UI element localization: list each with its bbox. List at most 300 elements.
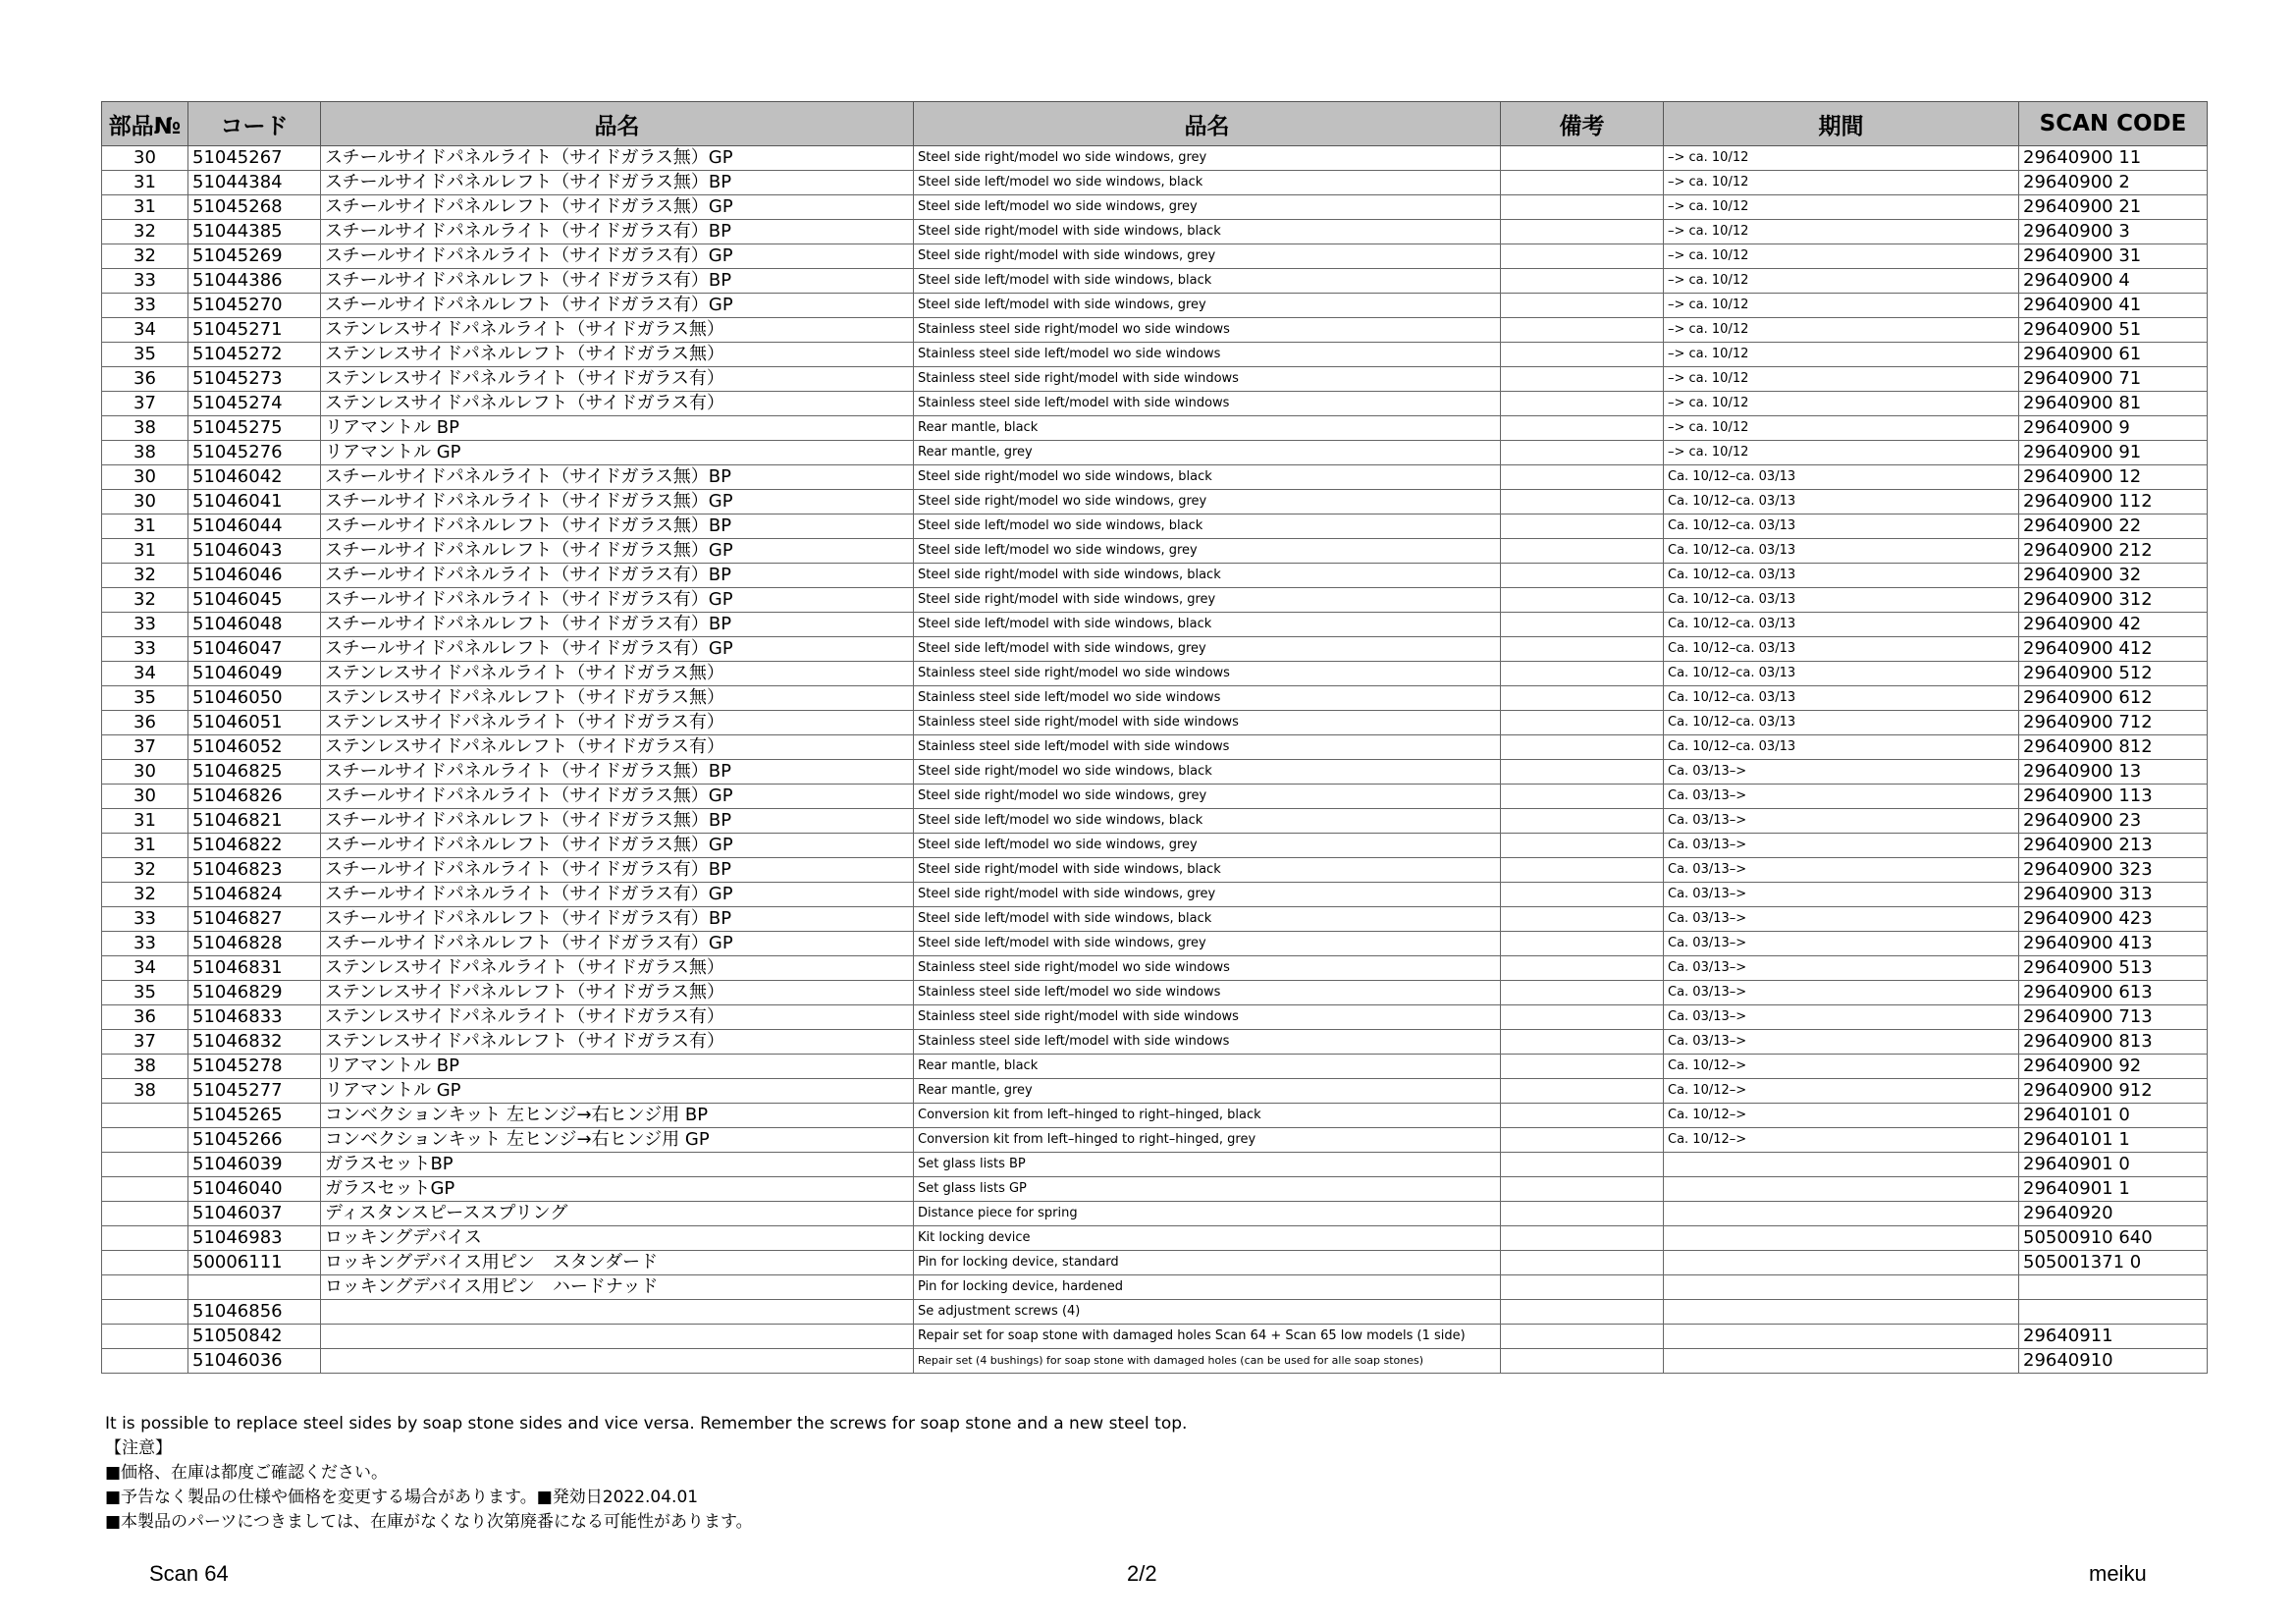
period-cell: –> ca. 10/12: [1664, 367, 2019, 392]
footer-page-number: 2/2: [1127, 1561, 1157, 1586]
scan-code-cell: 29640900 21: [2019, 195, 2208, 220]
table-row: [102, 735, 2208, 760]
code-cell: 51046828: [188, 932, 321, 956]
name-jp-cell: ステンレスサイドパネルライト（サイドガラス有）: [321, 367, 914, 392]
period-cell: Ca. 03/13–>: [1664, 760, 2019, 785]
part-no-cell: [102, 1177, 188, 1202]
period-cell: Ca. 10/12–ca. 03/13: [1664, 711, 2019, 735]
remarks-cell: [1501, 244, 1664, 269]
name-en-cell: Repair set (4 bushings) for soap stone with damaged holes (can be used for alle soap stones): [914, 1349, 1501, 1374]
period-cell: –> ca. 10/12: [1664, 146, 2019, 171]
name-jp-cell: コンベクションキット 左ヒンジ→右ヒンジ用 GP: [321, 1128, 914, 1153]
remarks-cell: [1501, 514, 1664, 539]
table-row: [102, 244, 2208, 269]
remarks-cell: [1501, 564, 1664, 588]
name-en-cell: Conversion kit from left–hinged to right–hinged, grey: [914, 1128, 1501, 1153]
part-no-cell: [102, 1349, 188, 1374]
remarks-cell: [1501, 834, 1664, 858]
part-no-cell: 30: [102, 146, 188, 171]
name-en-cell: Steel side right/model with side windows, black: [914, 564, 1501, 588]
part-no-cell: 30: [102, 490, 188, 514]
table-row: [102, 981, 2208, 1005]
remarks-cell: [1501, 981, 1664, 1005]
code-cell: 51044385: [188, 220, 321, 244]
scan-code-cell: 505001371 0: [2019, 1251, 2208, 1275]
period-cell: Ca. 03/13–>: [1664, 932, 2019, 956]
name-jp-cell: スチールサイドパネルライト（サイドガラス無）BP: [321, 760, 914, 785]
name-jp-cell: スチールサイドパネルライト（サイドガラス無）GP: [321, 490, 914, 514]
name-en-cell: Steel side right/model with side windows, grey: [914, 244, 1501, 269]
remarks-cell: [1501, 662, 1664, 686]
code-cell: 51045270: [188, 294, 321, 318]
part-no-cell: [102, 1128, 188, 1153]
name-jp-cell: スチールサイドパネルレフト（サイドガラス無）BP: [321, 809, 914, 834]
name-en-cell: Kit locking device: [914, 1226, 1501, 1251]
part-no-cell: 36: [102, 711, 188, 735]
remarks-cell: [1501, 1079, 1664, 1104]
part-no-cell: 37: [102, 735, 188, 760]
name-en-cell: Stainless steel side right/model wo side windows: [914, 956, 1501, 981]
scan-code-cell: 29640920: [2019, 1202, 2208, 1226]
name-en-cell: Pin for locking device, standard: [914, 1251, 1501, 1275]
table-row: [102, 416, 2208, 441]
scan-code-cell: 29640900 423: [2019, 907, 2208, 932]
name-jp-cell: ガラスセットBP: [321, 1153, 914, 1177]
scan-code-cell: 29640900 51: [2019, 318, 2208, 343]
name-jp-cell: ガラスセットGP: [321, 1177, 914, 1202]
period-cell: Ca. 10/12–ca. 03/13: [1664, 539, 2019, 564]
remarks-cell: [1501, 1226, 1664, 1251]
table-row: [102, 956, 2208, 981]
scan-code-cell: 29640900 612: [2019, 686, 2208, 711]
scan-code-cell: 29640900 31: [2019, 244, 2208, 269]
part-no-cell: 30: [102, 465, 188, 490]
part-no-cell: 33: [102, 637, 188, 662]
remarks-cell: [1501, 613, 1664, 637]
period-cell: Ca. 03/13–>: [1664, 785, 2019, 809]
part-no-cell: 33: [102, 269, 188, 294]
period-cell: –> ca. 10/12: [1664, 195, 2019, 220]
remarks-cell: [1501, 220, 1664, 244]
name-jp-cell: ステンレスサイドパネルレフト（サイドガラス無）: [321, 343, 914, 367]
part-no-cell: 38: [102, 1079, 188, 1104]
scan-code-cell: 29640900 12: [2019, 465, 2208, 490]
table-row: [102, 220, 2208, 244]
table-row: [102, 1275, 2208, 1300]
table-row: [102, 711, 2208, 735]
scan-code-cell: 29640101 1: [2019, 1128, 2208, 1153]
part-no-cell: [102, 1251, 188, 1275]
table-row: [102, 785, 2208, 809]
remarks-cell: [1501, 1030, 1664, 1055]
name-en-cell: Stainless steel side left/model wo side windows: [914, 343, 1501, 367]
remarks-cell: [1501, 1300, 1664, 1325]
period-cell: Ca. 03/13–>: [1664, 883, 2019, 907]
code-cell: 51046046: [188, 564, 321, 588]
period-cell: Ca. 10/12–ca. 03/13: [1664, 588, 2019, 613]
remarks-cell: [1501, 343, 1664, 367]
scan-code-cell: 29640900 412: [2019, 637, 2208, 662]
name-jp-cell: ステンレスサイドパネルレフト（サイドガラス無）: [321, 686, 914, 711]
name-jp-cell: スチールサイドパネルレフト（サイドガラス有）BP: [321, 269, 914, 294]
code-cell: 51045274: [188, 392, 321, 416]
code-cell: 51045271: [188, 318, 321, 343]
table-row: [102, 907, 2208, 932]
name-jp-cell: ステンレスサイドパネルライト（サイドガラス無）: [321, 956, 914, 981]
scan-code-cell: 29640900 512: [2019, 662, 2208, 686]
scan-code-cell: 29640900 312: [2019, 588, 2208, 613]
code-cell: 50006111: [188, 1251, 321, 1275]
code-cell: 51045278: [188, 1055, 321, 1079]
remarks-cell: [1501, 686, 1664, 711]
period-cell: Ca. 10/12–ca. 03/13: [1664, 686, 2019, 711]
name-en-cell: Steel side left/model wo side windows, grey: [914, 834, 1501, 858]
name-jp-cell: ステンレスサイドパネルレフト（サイドガラス無）: [321, 981, 914, 1005]
table-row: [102, 1177, 2208, 1202]
name-en-cell: Rear mantle, grey: [914, 441, 1501, 465]
name-en-cell: Steel side left/model wo side windows, black: [914, 171, 1501, 195]
code-cell: 51046041: [188, 490, 321, 514]
name-en-cell: Stainless steel side right/model with side windows: [914, 711, 1501, 735]
name-jp-cell: ロッキングデバイス用ピン スタンダード: [321, 1251, 914, 1275]
name-en-cell: Stainless steel side left/model with side windows: [914, 392, 1501, 416]
name-jp-cell: スチールサイドパネルレフト（サイドガラス有）BP: [321, 613, 914, 637]
name-jp-cell: スチールサイドパネルライト（サイドガラス有）GP: [321, 883, 914, 907]
name-jp-cell: スチールサイドパネルレフト（サイドガラス無）GP: [321, 834, 914, 858]
remarks-cell: [1501, 735, 1664, 760]
scan-code-cell: 29640900 712: [2019, 711, 2208, 735]
code-cell: 51045276: [188, 441, 321, 465]
code-cell: 51046052: [188, 735, 321, 760]
name-jp-cell: [321, 1349, 914, 1374]
name-en-cell: Steel side left/model with side windows, black: [914, 613, 1501, 637]
name-en-cell: Rear mantle, black: [914, 416, 1501, 441]
code-cell: 51046825: [188, 760, 321, 785]
part-no-cell: [102, 1325, 188, 1349]
name-jp-cell: スチールサイドパネルライト（サイドガラス無）GP: [321, 785, 914, 809]
period-cell: Ca. 03/13–>: [1664, 956, 2019, 981]
remarks-cell: [1501, 1055, 1664, 1079]
name-jp-cell: スチールサイドパネルレフト（サイドガラス有）GP: [321, 932, 914, 956]
remarks-cell: [1501, 1349, 1664, 1374]
name-jp-cell: ステンレスサイドパネルライト（サイドガラス有）: [321, 1005, 914, 1030]
period-cell: [1664, 1349, 2019, 1374]
part-no-cell: 35: [102, 981, 188, 1005]
code-cell: 51046832: [188, 1030, 321, 1055]
replace-note: It is possible to replace steel sides by soap stone sides and vice versa. Remember the screws for soap stone and a new steel top.: [105, 1414, 1188, 1434]
header-name-jp: 品名: [321, 102, 914, 146]
name-jp-cell: リアマントル GP: [321, 1079, 914, 1104]
scan-code-cell: 29640900 4: [2019, 269, 2208, 294]
table-row: [102, 1079, 2208, 1104]
part-no-cell: 30: [102, 760, 188, 785]
scan-code-cell: 29640900 13: [2019, 760, 2208, 785]
remarks-cell: [1501, 392, 1664, 416]
period-cell: Ca. 10/12–>: [1664, 1055, 2019, 1079]
name-jp-cell: ディスタンスピーススプリング: [321, 1202, 914, 1226]
name-jp-cell: リアマントル BP: [321, 416, 914, 441]
table-row: [102, 441, 2208, 465]
name-en-cell: Steel side right/model wo side windows, black: [914, 465, 1501, 490]
code-cell: 51044384: [188, 171, 321, 195]
code-cell: 51046043: [188, 539, 321, 564]
period-cell: Ca. 10/12–ca. 03/13: [1664, 662, 2019, 686]
scan-code-cell: 29640900 42: [2019, 613, 2208, 637]
name-jp-cell: スチールサイドパネルライト（サイドガラス有）BP: [321, 564, 914, 588]
code-cell: 51046049: [188, 662, 321, 686]
name-jp-cell: コンベクションキット 左ヒンジ→右ヒンジ用 BP: [321, 1104, 914, 1128]
name-jp-cell: ステンレスサイドパネルレフト（サイドガラス有）: [321, 735, 914, 760]
remarks-cell: [1501, 1153, 1664, 1177]
name-en-cell: Steel side left/model with side windows, black: [914, 269, 1501, 294]
remarks-cell: [1501, 637, 1664, 662]
period-cell: –> ca. 10/12: [1664, 294, 2019, 318]
period-cell: Ca. 10/12–ca. 03/13: [1664, 514, 2019, 539]
table-row: [102, 932, 2208, 956]
table-row: [102, 539, 2208, 564]
period-cell: –> ca. 10/12: [1664, 220, 2019, 244]
name-en-cell: Stainless steel side right/model with side windows: [914, 367, 1501, 392]
remarks-cell: [1501, 146, 1664, 171]
code-cell: 51046823: [188, 858, 321, 883]
code-cell: 51045268: [188, 195, 321, 220]
remarks-cell: [1501, 1104, 1664, 1128]
table-header-row: [102, 102, 2208, 146]
header-name-en: 品名: [914, 102, 1501, 146]
name-jp-cell: ステンレスサイドパネルライト（サイドガラス無）: [321, 318, 914, 343]
scan-code-cell: 29640900 713: [2019, 1005, 2208, 1030]
name-en-cell: Steel side right/model with side windows, black: [914, 858, 1501, 883]
period-cell: Ca. 03/13–>: [1664, 907, 2019, 932]
code-cell: 51045265: [188, 1104, 321, 1128]
part-no-cell: 33: [102, 932, 188, 956]
name-jp-cell: スチールサイドパネルライト（サイドガラス無）BP: [321, 465, 914, 490]
scan-code-cell: 29640901 1: [2019, 1177, 2208, 1202]
name-en-cell: Repair set for soap stone with damaged holes Scan 64 + Scan 65 low models (1 side): [914, 1325, 1501, 1349]
caution-line-2: ■予告なく製品の仕様や価格を変更する場合があります。■発効日2022.04.01: [105, 1488, 699, 1507]
code-cell: 51046856: [188, 1300, 321, 1325]
scan-code-cell: 29640900 41: [2019, 294, 2208, 318]
scan-code-cell: 29640900 513: [2019, 956, 2208, 981]
code-cell: 51045266: [188, 1128, 321, 1153]
table-row: [102, 613, 2208, 637]
part-no-cell: [102, 1153, 188, 1177]
remarks-cell: [1501, 883, 1664, 907]
scan-code-cell: 29640900 323: [2019, 858, 2208, 883]
name-en-cell: Steel side right/model wo side windows, grey: [914, 490, 1501, 514]
scan-code-cell: [2019, 1275, 2208, 1300]
name-jp-cell: スチールサイドパネルレフト（サイドガラス有）GP: [321, 637, 914, 662]
name-jp-cell: [321, 1325, 914, 1349]
scan-code-cell: 29640101 0: [2019, 1104, 2208, 1128]
part-no-cell: [102, 1202, 188, 1226]
footer-brand: meiku: [2089, 1561, 2147, 1586]
name-jp-cell: ロッキングデバイス用ピン ハードナッド: [321, 1275, 914, 1300]
name-en-cell: Steel side right/model wo side windows, grey: [914, 146, 1501, 171]
code-cell: 51046051: [188, 711, 321, 735]
name-en-cell: Steel side left/model wo side windows, black: [914, 809, 1501, 834]
remarks-cell: [1501, 932, 1664, 956]
table-row: [102, 490, 2208, 514]
remarks-cell: [1501, 588, 1664, 613]
table-row: [102, 686, 2208, 711]
name-en-cell: Conversion kit from left–hinged to right–hinged, black: [914, 1104, 1501, 1128]
table-row: [102, 514, 2208, 539]
period-cell: [1664, 1177, 2019, 1202]
name-jp-cell: スチールサイドパネルレフト（サイドガラス有）GP: [321, 294, 914, 318]
table-row: [102, 294, 2208, 318]
name-jp-cell: スチールサイドパネルライト（サイドガラス有）BP: [321, 220, 914, 244]
remarks-cell: [1501, 907, 1664, 932]
part-no-cell: 32: [102, 220, 188, 244]
name-jp-cell: ステンレスサイドパネルレフト（サイドガラス有）: [321, 392, 914, 416]
table-row: [102, 465, 2208, 490]
period-cell: –> ca. 10/12: [1664, 318, 2019, 343]
part-no-cell: 34: [102, 662, 188, 686]
code-cell: 51046047: [188, 637, 321, 662]
period-cell: Ca. 03/13–>: [1664, 809, 2019, 834]
scan-code-cell: 29640900 912: [2019, 1079, 2208, 1104]
code-cell: 51046036: [188, 1349, 321, 1374]
scan-code-cell: 29640900 413: [2019, 932, 2208, 956]
code-cell: 51045272: [188, 343, 321, 367]
remarks-cell: [1501, 858, 1664, 883]
part-no-cell: 37: [102, 1030, 188, 1055]
table-body: [102, 146, 2208, 1374]
table-row: [102, 1005, 2208, 1030]
name-en-cell: Steel side left/model with side windows, black: [914, 907, 1501, 932]
part-no-cell: 31: [102, 539, 188, 564]
remarks-cell: [1501, 1325, 1664, 1349]
period-cell: Ca. 03/13–>: [1664, 1005, 2019, 1030]
header-period: 期間: [1664, 102, 2019, 146]
code-cell: 51046039: [188, 1153, 321, 1177]
scan-code-cell: 29640900 213: [2019, 834, 2208, 858]
name-en-cell: Se adjustment screws (4): [914, 1300, 1501, 1325]
table-row: [102, 883, 2208, 907]
period-cell: [1664, 1251, 2019, 1275]
period-cell: Ca. 03/13–>: [1664, 858, 2019, 883]
name-en-cell: Stainless steel side left/model with side windows: [914, 1030, 1501, 1055]
caution-line-3: ■本製品のパーツにつきましては、在庫がなくなり次第廃番になる可能性があります。: [105, 1512, 753, 1532]
table-row: [102, 171, 2208, 195]
part-no-cell: 32: [102, 588, 188, 613]
scan-code-cell: 29640900 71: [2019, 367, 2208, 392]
name-en-cell: Steel side right/model with side windows, black: [914, 220, 1501, 244]
scan-code-cell: 29640900 81: [2019, 392, 2208, 416]
code-cell: 51050842: [188, 1325, 321, 1349]
table-row: [102, 318, 2208, 343]
table-row: [102, 637, 2208, 662]
code-cell: 51046042: [188, 465, 321, 490]
part-no-cell: 32: [102, 858, 188, 883]
scan-code-cell: 29640900 313: [2019, 883, 2208, 907]
part-no-cell: 31: [102, 195, 188, 220]
name-jp-cell: リアマントル BP: [321, 1055, 914, 1079]
table-row: [102, 809, 2208, 834]
name-en-cell: Stainless steel side left/model wo side windows: [914, 686, 1501, 711]
period-cell: Ca. 10/12–ca. 03/13: [1664, 490, 2019, 514]
name-jp-cell: ロッキングデバイス: [321, 1226, 914, 1251]
code-cell: 51046824: [188, 883, 321, 907]
table-row: [102, 588, 2208, 613]
remarks-cell: [1501, 1275, 1664, 1300]
remarks-cell: [1501, 269, 1664, 294]
period-cell: Ca. 10/12–ca. 03/13: [1664, 613, 2019, 637]
name-en-cell: Rear mantle, grey: [914, 1079, 1501, 1104]
part-no-cell: 34: [102, 956, 188, 981]
scan-code-cell: 29640900 3: [2019, 220, 2208, 244]
code-cell: 51045275: [188, 416, 321, 441]
part-no-cell: 32: [102, 244, 188, 269]
scan-code-cell: 29640900 61: [2019, 343, 2208, 367]
part-no-cell: 32: [102, 883, 188, 907]
part-no-cell: 36: [102, 367, 188, 392]
remarks-cell: [1501, 785, 1664, 809]
name-en-cell: Steel side right/model wo side windows, black: [914, 760, 1501, 785]
name-en-cell: Rear mantle, black: [914, 1055, 1501, 1079]
table-row: [102, 1153, 2208, 1177]
table-row: [102, 1226, 2208, 1251]
notes-block: [105, 1412, 1187, 1535]
period-cell: –> ca. 10/12: [1664, 392, 2019, 416]
scan-code-cell: 29640900 2: [2019, 171, 2208, 195]
remarks-cell: [1501, 441, 1664, 465]
part-no-cell: 36: [102, 1005, 188, 1030]
scan-code-cell: 29640900 813: [2019, 1030, 2208, 1055]
table-row: [102, 146, 2208, 171]
code-cell: 51045267: [188, 146, 321, 171]
name-jp-cell: [321, 1300, 914, 1325]
part-no-cell: 30: [102, 785, 188, 809]
scan-code-cell: 50500910 640: [2019, 1226, 2208, 1251]
remarks-cell: [1501, 367, 1664, 392]
table-row: [102, 1300, 2208, 1325]
code-cell: 51046827: [188, 907, 321, 932]
code-cell: 51045277: [188, 1079, 321, 1104]
code-cell: 51046048: [188, 613, 321, 637]
table-row: [102, 858, 2208, 883]
period-cell: –> ca. 10/12: [1664, 244, 2019, 269]
remarks-cell: [1501, 1251, 1664, 1275]
name-en-cell: Pin for locking device, hardened: [914, 1275, 1501, 1300]
code-cell: 51045269: [188, 244, 321, 269]
scan-code-cell: [2019, 1300, 2208, 1325]
part-no-cell: 32: [102, 564, 188, 588]
code-cell: 51046833: [188, 1005, 321, 1030]
remarks-cell: [1501, 1177, 1664, 1202]
table-row: [102, 760, 2208, 785]
header-remarks: 備考: [1501, 102, 1664, 146]
period-cell: [1664, 1275, 2019, 1300]
name-en-cell: Steel side left/model with side windows, grey: [914, 932, 1501, 956]
parts-list-sheet: [101, 101, 2207, 1374]
remarks-cell: [1501, 294, 1664, 318]
code-cell: 51046045: [188, 588, 321, 613]
part-no-cell: 31: [102, 834, 188, 858]
code-cell: 51046050: [188, 686, 321, 711]
period-cell: –> ca. 10/12: [1664, 416, 2019, 441]
remarks-cell: [1501, 318, 1664, 343]
part-no-cell: 33: [102, 613, 188, 637]
table-row: [102, 1349, 2208, 1374]
name-jp-cell: スチールサイドパネルライト（サイドガラス有）GP: [321, 244, 914, 269]
name-jp-cell: ステンレスサイドパネルレフト（サイドガラス有）: [321, 1030, 914, 1055]
part-no-cell: 37: [102, 392, 188, 416]
code-cell: 51046044: [188, 514, 321, 539]
name-jp-cell: スチールサイドパネルレフト（サイドガラス有）BP: [321, 907, 914, 932]
caution-heading: 【注意】: [105, 1438, 172, 1458]
